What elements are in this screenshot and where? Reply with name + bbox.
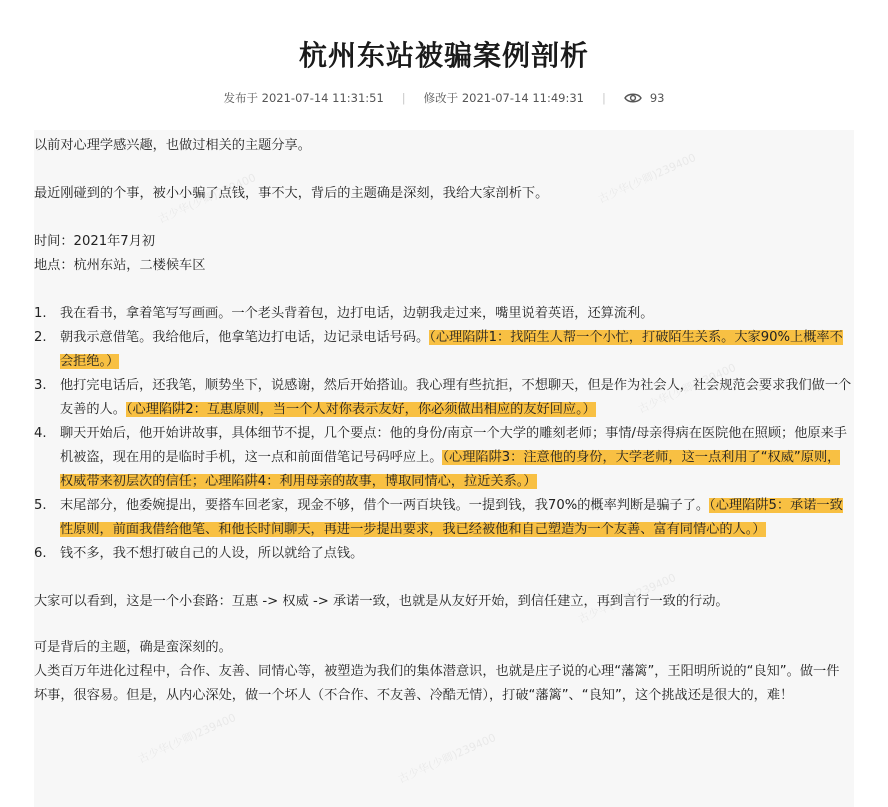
list-number: 6. (34, 546, 47, 561)
watermark: 古少华(少卿)239400 (136, 711, 238, 766)
paragraph-intro-2: 最近刚碰到的个事，被小小骗了点钱，事不大，背后的主题确是深刻，我给大家剖析下。 (34, 186, 549, 201)
place-line: 地点：杭州东站，二楼候车区 (34, 258, 206, 273)
list-item (34, 326, 852, 374)
list-item (34, 494, 852, 542)
list-number: 4. (34, 426, 47, 441)
list-item-text: 钱不多，我不想打破自己的人设，所以就给了点钱。 (60, 546, 364, 561)
watermark: 古少华(少卿)239400 (396, 731, 498, 786)
meta-divider: | (601, 91, 606, 105)
watermark: 古少华(少卿)239400 (576, 571, 678, 626)
watermark: 古少华(少卿)239400 (596, 151, 698, 206)
modified-date: 修改于 2021-07-14 11:49:31 (423, 91, 584, 105)
highlighted-note: （心理陷阱3：注意他的身份，大学老师，这一点利用了“权威”原则，权威带来初层次的信任；心理陷阱4：利用母亲的故事，博取同情心，拉近关系。） (60, 450, 841, 489)
list-number: 1. (34, 306, 47, 321)
list-number: 2. (34, 330, 47, 345)
list-number: 3. (34, 378, 47, 393)
event-steps-list (34, 302, 852, 566)
watermark: 古少华(少卿)239400 (636, 361, 738, 416)
list-item-text: 末尾部分，他委婉提出，要搭车回老家，现金不够，借个一两百块钱。一提到钱，我70%的概率判断是骗子了。 (60, 498, 710, 513)
highlighted-note: （心理陷阱2：互惠原则，当一个人对你表示友好，你必须做出相应的友好回应。） (125, 402, 596, 417)
list-item (34, 542, 852, 566)
paragraph-summary: 大家可以看到，这是一个小套路：互惠 -> 权威 -> 承诺一致，也就是从友好开始，到信任建立，再到言行一致的行动。 (34, 594, 729, 609)
published-date: 发布于 2021-07-14 11:31:51 (223, 91, 384, 105)
view-count: 93 (649, 91, 665, 105)
list-item (34, 374, 852, 422)
paragraph-theme: 可是背后的主题，确是蛮深刻的。 (34, 640, 232, 655)
highlighted-note: （心理陷阱5：承诺一致性原则，前面我借给他笔、和他长时间聊天，再进一步提出要求，我已经被他和自己塑造为一个友善、富有同情心的人。） (60, 498, 843, 537)
list-item-text: 我在看书，拿着笔写写画画。一个老头背着包，边打电话，边朝我走过来，嘴里说着英语，还算流利。 (60, 306, 654, 321)
list-item-text: 聊天开始后，他开始讲故事，具体细节不提，几个要点：他的身份/南京一个大学的雕刻老师；事情/母亲得病在医院他在照顾；他原来手机被盗，现在用的是临时手机，这一点和前面借笔记号码呼应上。 (60, 426, 847, 465)
list-item-text: 他打完电话后，还我笔，顺势坐下，说感谢，然后开始搭讪。我心理有些抗拒，不想聊天，但是作为社会人，社会规范会要求我们做一个友善的人。 (60, 378, 852, 417)
article-content (34, 134, 852, 708)
page-title: 杭州东站被骗案例剖析 (298, 39, 589, 72)
list-item-text: 朝我示意借笔。我给他后，他拿笔边打电话，边记录电话号码。 (60, 330, 430, 345)
list-item (34, 302, 852, 326)
watermark: 古少华(少卿)239400 (156, 171, 258, 226)
eye-icon (624, 92, 642, 104)
article-meta (0, 90, 888, 106)
list-item (34, 422, 852, 494)
highlighted-note: （心理陷阱1：找陌生人帮一个小忙，打破陌生关系。大家90%上概率不会拒绝。） (60, 330, 843, 369)
meta-divider: | (401, 91, 406, 105)
paragraph-closing: 人类百万年进化过程中，合作、友善、同情心等，被塑造为我们的集体潜意识，也就是庄子说的心理“藩篱”，王阳明所说的“良知”。做一件坏事，很容易。但是，从内心深处，做一个坏人（不合作、不友善、冷酷无情），打破“藩篱”、“良知”，这个挑战还是很大的，难！ (34, 664, 840, 703)
paragraph-intro: 以前对心理学感兴趣，也做过相关的主题分享。 (34, 138, 311, 153)
time-line: 时间：2021年7月初 (34, 234, 156, 249)
list-number: 5. (34, 498, 47, 513)
